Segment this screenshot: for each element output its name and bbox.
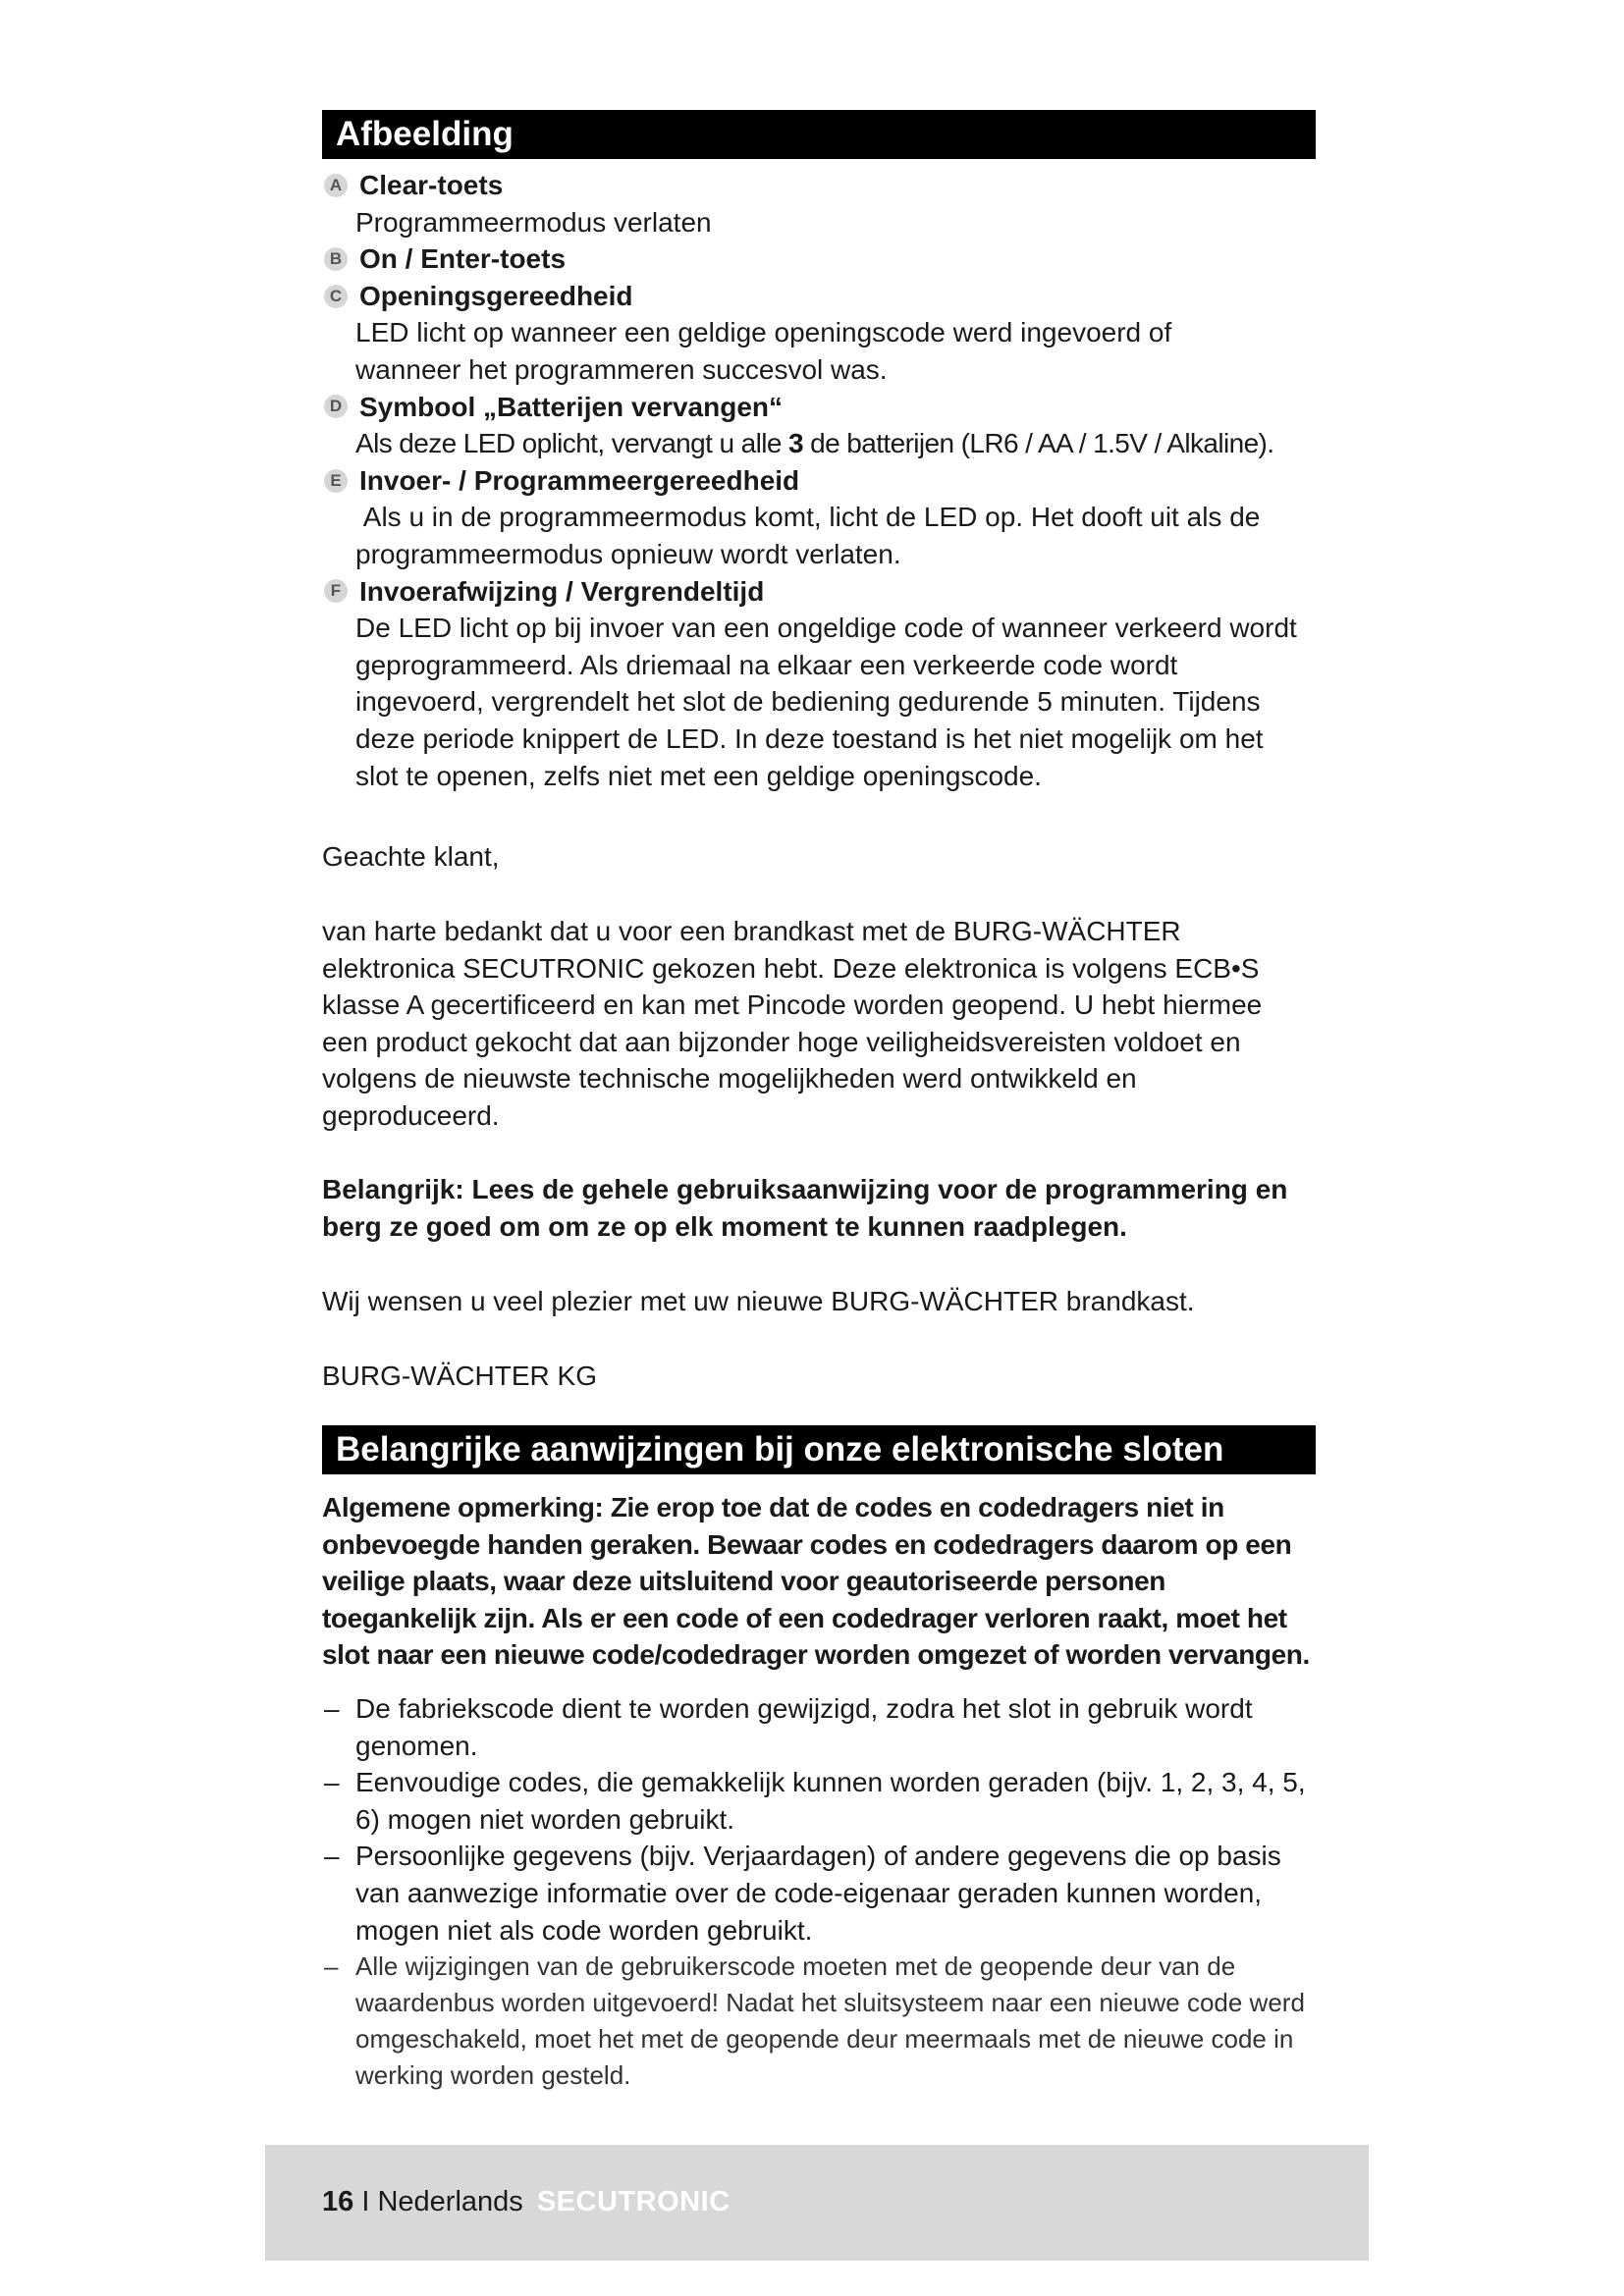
letter-badge-c: C — [324, 285, 348, 308]
note-item: – Eenvoudige codes, die gemakkelijk kunnen worden geraden (bijv. 1, 2, 3, 4, 5, 6) mogen niet worden gebruikt. — [322, 1764, 1316, 1838]
legend-desc-d-post: de batterijen (LR6 / AA / 1.5V / Alkaline). — [803, 428, 1274, 459]
legend-title-d: Symbool „Batterijen vervangen“ — [359, 391, 784, 422]
letter-signature: BURG-WÄCHTER KG — [322, 1361, 597, 1391]
legend-desc-c: LED licht op wanneer een geldige openingscode werd ingevoerd of wanneer het programmeren succesvol was. — [355, 317, 1172, 385]
letter-wish: Wij wensen u veel plezier met uw nieuwe BURG-WÄCHTER brandkast. — [322, 1286, 1195, 1316]
legend-title-a: Clear-toets — [359, 170, 504, 200]
page-number: 16 — [322, 2186, 354, 2217]
section-heading-afbeelding: Afbeelding — [322, 110, 1316, 159]
legend-desc-d-pre: Als deze LED oplicht, vervangt u alle — [355, 428, 789, 459]
legend-item-a — [322, 167, 1314, 240]
legend-title-c: Openingsgereedheid — [359, 280, 633, 311]
note-item: – Persoonlijke gegevens (bijv. Verjaardagen) of andere gegevens die op basis van aanwezige informatie over de code-eigenaar geraden kunnen worden, mogen niet als code worden gebruikt. — [322, 1838, 1316, 1949]
legend-item-d — [322, 389, 1314, 462]
letter-body: van harte bedankt dat u voor een brandkast met de BURG-WÄCHTER elektronica SECUTRONIC gekozen hebt. Deze elektronica is volgens ECB•S klasse A gecertificeerd en kan met Pincode worden geopend. U hebt hiermee een product gekocht dat aan bijzonder hoge veiligheidsvereisten voldoet en volgens de nieuwste technische mogelijkheden werd ontwikkeld en geproduceerd. — [322, 916, 1263, 1131]
battery-count: 3 — [788, 428, 803, 459]
letter-badge-a: A — [324, 174, 348, 197]
legend-desc-e: Als u in de programmeermodus komt, licht de LED op. Het dooft uit als de programmeermodus opnieuw wordt verlaten. — [355, 502, 1269, 569]
general-remark: Algemene opmerking: Zie erop toe dat de codes en codedragers niet in onbevoegde handen geraken. Bewaar codes en codedragers daarom op een veilige plaats, waar deze uitsluitend voor geautoriseerde personen toegankelijk zijn. Als er een code of een codedrager verloren raakt, moet het slot naar een nieuwe code/codedrager worden omgezet of worden vervangen. — [322, 1492, 1310, 1671]
letter-badge-d: D — [324, 395, 348, 418]
legend-desc-f: De LED licht op bij invoer van een ongeldige code of wanneer verkeerd wordt geprogrammeerd. Als driemaal na elkaar een verkeerde code wordt ingevoerd, vergrendelt het slot de bediening gedurende 5 minuten. Tijdens deze periode knippert de LED. In deze toestand is het niet mogelijk om het slot te openen, zelfs niet met een geldige openingscode. — [355, 613, 1297, 791]
legend-item-f — [322, 573, 1314, 795]
footer-brand: SECUTRONIC — [536, 2186, 731, 2217]
legend-item-b — [322, 240, 1314, 278]
footer-language: Nederlands — [377, 2186, 523, 2217]
note-item: – Alle wijzigingen van de gebruikerscode moeten met de geopende deur van de waardenbus worden uitgevoerd! Nadat het sluitsysteem naar een nieuwe code werd omgeschakeld, moet het met de geopende deur meermaals met de nieuwe code in werking worden gesteld. — [322, 1949, 1316, 2094]
note-item: – De fabriekscode dient te worden gewijzigd, zodra het slot in gebruik wordt genomen. — [322, 1690, 1316, 1764]
section-heading-aanwijzingen: Belangrijke aanwijzingen bij onze elektronische sloten — [322, 1425, 1316, 1474]
letter-badge-f: F — [324, 579, 348, 603]
letter-greeting: Geachte klant, — [322, 841, 500, 872]
legend-title-e: Invoer- / Programmeergereedheid — [359, 464, 800, 496]
notes-list — [322, 1690, 1316, 2094]
legend-list — [322, 167, 1314, 794]
legend-title-b: On / Enter-toets — [359, 243, 567, 275]
legend-desc-a: Programmeermodus verlaten — [355, 206, 712, 238]
legend-title-f: Invoerafwijzing / Vergrendeltijd — [359, 575, 765, 607]
legend-item-c — [322, 278, 1314, 389]
page-footer — [265, 2145, 1369, 2261]
letter-badge-b: B — [324, 247, 348, 271]
footer-text — [322, 2186, 731, 2218]
footer-separator: I — [361, 2186, 370, 2217]
letter-important-note: Belangrijk: Lees de gehele gebruiksaanwijzing voor de programmering en berg ze goed om om ze op elk moment te kunnen raadplegen. — [322, 1174, 1288, 1242]
legend-desc-d — [355, 425, 1314, 462]
legend-item-e — [322, 462, 1314, 573]
letter-badge-e: E — [324, 469, 348, 493]
